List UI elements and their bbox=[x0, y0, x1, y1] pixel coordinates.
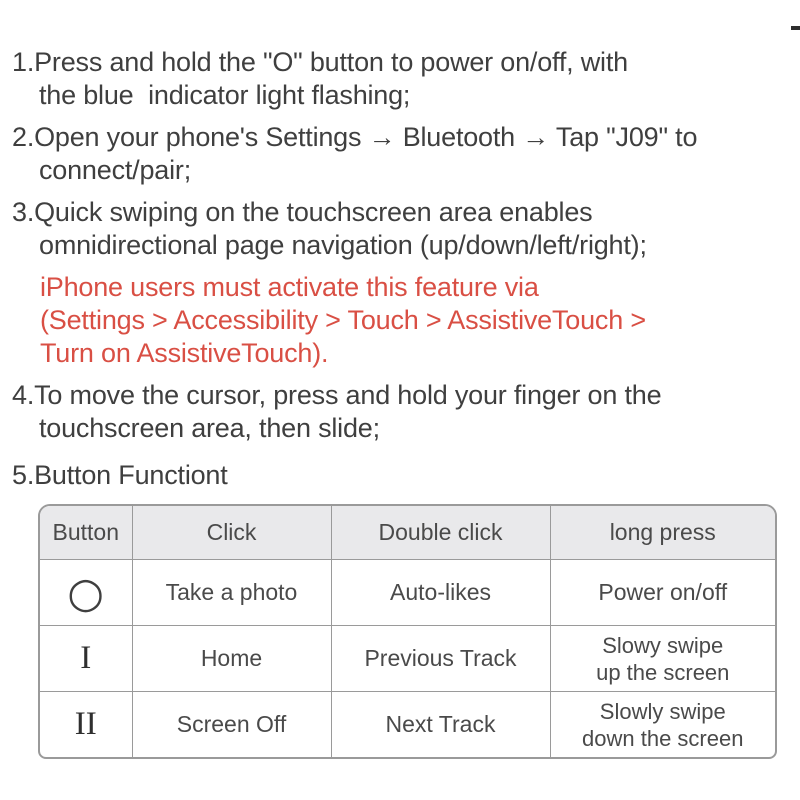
instruction-line bbox=[12, 459, 788, 492]
long-press-line: up the screen bbox=[596, 659, 730, 685]
instruction-line: connect/pair; bbox=[39, 155, 191, 185]
note-line: (Settings > Accessibility > Touch > AssistiveTouch > bbox=[40, 305, 646, 335]
header-cell-double-click: Double click bbox=[331, 506, 550, 560]
instruction-number: 5. bbox=[12, 460, 35, 490]
table-header-row bbox=[40, 506, 775, 560]
table-row bbox=[40, 626, 775, 692]
instruction-item-4 bbox=[12, 379, 788, 445]
instruction-line: the blue indicator light flashing; bbox=[39, 80, 411, 110]
instruction-line bbox=[12, 121, 788, 154]
instruction-item-5 bbox=[12, 459, 788, 492]
click-cell: Screen Off bbox=[132, 692, 331, 758]
iphone-note bbox=[12, 271, 788, 370]
instruction-line: touchscreen area, then slide; bbox=[39, 413, 380, 443]
header-cell-click: Click bbox=[132, 506, 331, 560]
instruction-line bbox=[12, 196, 788, 229]
note-line: iPhone users must activate this feature via bbox=[40, 272, 539, 302]
instruction-number: 1. bbox=[12, 47, 35, 77]
table-row bbox=[40, 560, 775, 626]
header-cell-button: Button bbox=[40, 506, 132, 560]
instruction-number: 3. bbox=[12, 197, 35, 227]
instruction-number: 4. bbox=[12, 380, 35, 410]
long-press-cell bbox=[550, 626, 775, 692]
click-cell: Home bbox=[132, 626, 331, 692]
note-line: Turn on AssistiveTouch). bbox=[40, 338, 329, 368]
instruction-number: 2. bbox=[12, 122, 35, 152]
button-symbol-cell bbox=[40, 692, 132, 758]
roman-one-button-icon: I bbox=[80, 640, 92, 676]
instruction-text: Quick swiping on the touchscreen area enables bbox=[34, 197, 593, 227]
roman-two-button-icon: II bbox=[74, 706, 97, 742]
button-symbol-cell bbox=[40, 560, 132, 626]
double-click-cell: Next Track bbox=[331, 692, 550, 758]
instruction-text: Press and hold the "O" button to power on/off, with bbox=[34, 47, 628, 77]
long-press-cell: Power on/off bbox=[550, 560, 775, 626]
long-press-line: down the screen bbox=[582, 725, 744, 751]
long-press-line: Slowly swipe bbox=[599, 698, 726, 724]
click-cell: Take a photo bbox=[132, 560, 331, 626]
instruction-line bbox=[12, 46, 788, 79]
button-function-table-wrapper bbox=[38, 504, 777, 759]
instruction-text: To move the cursor, press and hold your finger on the bbox=[34, 380, 662, 410]
instruction-text: Open your phone's Settings → Bluetooth → Tap "J09" to bbox=[34, 122, 698, 152]
circle-button-icon: ○ bbox=[67, 567, 105, 617]
header-cell-long-press: long press bbox=[550, 506, 775, 560]
button-function-table bbox=[40, 506, 775, 757]
instruction-text: Button Functiont bbox=[34, 460, 228, 490]
crop-mark bbox=[791, 26, 800, 30]
button-symbol-cell bbox=[40, 626, 132, 692]
instruction-item-1 bbox=[12, 46, 788, 112]
double-click-cell: Previous Track bbox=[331, 626, 550, 692]
table-row bbox=[40, 692, 775, 758]
double-click-cell: Auto-likes bbox=[331, 560, 550, 626]
long-press-line: Slowy swipe bbox=[602, 632, 724, 658]
instruction-line bbox=[12, 379, 788, 412]
instruction-list bbox=[12, 46, 788, 759]
instruction-line: omnidirectional page navigation (up/down/left/right); bbox=[39, 230, 647, 260]
instruction-item-3 bbox=[12, 196, 788, 262]
long-press-cell bbox=[550, 692, 775, 758]
instruction-item-2 bbox=[12, 121, 788, 187]
